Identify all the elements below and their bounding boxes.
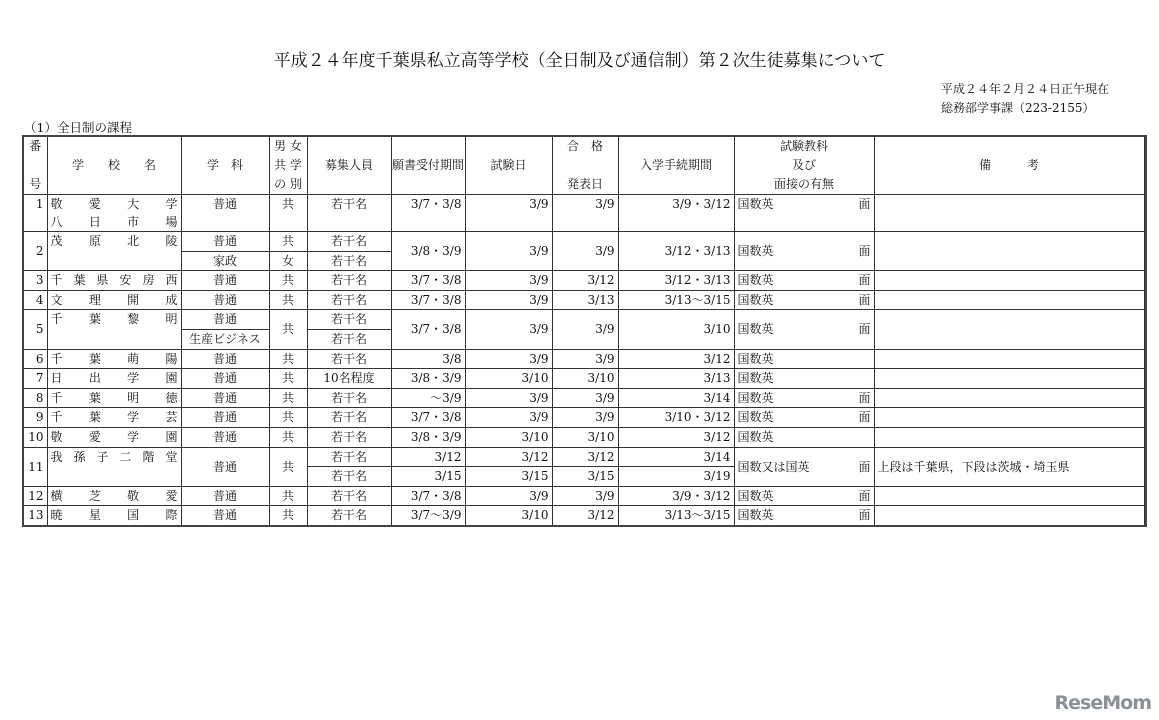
cell-app: 3/8・3/9	[391, 427, 465, 447]
cell-exam: 3/9	[465, 232, 552, 271]
cell-school	[47, 388, 181, 408]
interview-mark: 面	[858, 508, 871, 523]
cell-proc: 3/12・3/13	[618, 232, 734, 271]
cell-result: 3/9	[552, 195, 618, 232]
subjects-text: 国数英	[737, 244, 774, 259]
cell-dept: 普通	[181, 486, 269, 506]
header-capacity: 募集人員	[307, 136, 391, 195]
cell-proc: 3/12	[618, 349, 734, 369]
header-no-top: 番	[29, 139, 42, 153]
page-title: 平成２４年度千葉県私立高等学校（全日制及び通信制）第２次生徒募集について	[273, 51, 886, 71]
cell-result: 3/9	[552, 310, 618, 349]
cell-exam: 3/9	[465, 349, 552, 369]
school-name-line: 千葉黎明	[50, 312, 178, 327]
cell-dept: 普通	[181, 369, 269, 389]
cell-app: 3/7・3/8	[391, 408, 465, 428]
header-application: 願書受付期間	[391, 136, 465, 195]
cell-subjects	[734, 271, 874, 291]
school-name-line: 敬愛学園	[50, 429, 178, 444]
cell-note	[874, 369, 1144, 389]
spacer	[1144, 486, 1146, 506]
cell-no: 5	[23, 310, 47, 349]
cell-result: 3/13	[552, 290, 618, 310]
as-of-date: 平成２４年２月２４日正午現在	[941, 82, 1110, 96]
school-name-line: 敬愛大学	[50, 197, 178, 211]
cell-proc: 3/13～3/15	[618, 290, 734, 310]
cell-result: 3/12	[552, 506, 618, 526]
cell-result: 3/12	[552, 447, 618, 467]
cell-sex: 共	[269, 388, 307, 408]
cell-sex: 共	[269, 427, 307, 447]
cell-no: 3	[23, 271, 47, 291]
cell-note	[874, 310, 1144, 349]
cell-dept: 普通	[181, 349, 269, 369]
cell-exam: 3/9	[465, 290, 552, 310]
cell-dept: 普通	[181, 195, 269, 232]
cell-subjects	[734, 447, 874, 486]
cell-school	[47, 232, 181, 271]
cell-dept: 普通	[181, 388, 269, 408]
header-result-top: 合 格	[566, 139, 603, 153]
cell-dept: 普通	[181, 506, 269, 526]
cell-capacity: 10名程度	[307, 369, 391, 389]
cell-sex: 女	[269, 251, 307, 271]
cell-subjects	[734, 290, 874, 310]
subjects-text: 国数英	[737, 390, 774, 405]
cell-proc: 3/12	[618, 427, 734, 447]
cell-app: 3/7・3/8	[391, 290, 465, 310]
cell-app: 3/7～3/9	[391, 506, 465, 526]
cell-sex: 共	[269, 290, 307, 310]
document-meta	[941, 80, 1109, 118]
cell-subjects	[734, 310, 874, 349]
school-name-line: 横芝敬愛	[50, 488, 178, 503]
cell-capacity: 若干名	[307, 408, 391, 428]
cell-app: 3/8	[391, 349, 465, 369]
cell-subjects	[734, 349, 874, 369]
cell-subjects	[734, 427, 874, 447]
cell-result: 3/10	[552, 369, 618, 389]
spacer	[1144, 408, 1146, 428]
cell-no: 8	[23, 388, 47, 408]
cell-school	[47, 310, 181, 349]
cell-no: 2	[23, 232, 47, 271]
header-sex-1: 男 女	[274, 139, 302, 153]
cell-school	[47, 195, 181, 232]
school-name-line: 八日市場	[50, 215, 178, 229]
school-name-line: 茂原北陵	[50, 234, 178, 248]
subjects-text: 国数英	[737, 410, 774, 425]
school-name-line: 千葉明徳	[50, 390, 178, 405]
cell-capacity: 若干名	[307, 310, 391, 330]
header-dept: 学 科	[181, 136, 269, 195]
interview-mark: 面	[858, 410, 871, 425]
cell-exam: 3/10	[465, 369, 552, 389]
school-name-line: 文理開成	[50, 292, 178, 307]
subjects-text: 国数英	[737, 371, 774, 386]
header-subjects	[734, 136, 874, 195]
cell-no: 11	[23, 447, 47, 486]
cell-dept: 普通	[181, 447, 269, 486]
cell-subjects	[734, 195, 874, 232]
header-sex	[269, 136, 307, 195]
cell-school	[47, 290, 181, 310]
cell-subjects	[734, 486, 874, 506]
cell-app: 3/15	[391, 467, 465, 487]
interview-mark: 面	[858, 322, 871, 337]
interview-mark: 面	[858, 488, 871, 503]
cell-result: 3/10	[552, 427, 618, 447]
cell-subjects	[734, 506, 874, 526]
cell-sex: 共	[269, 271, 307, 291]
cell-proc: 3/9・3/12	[618, 195, 734, 232]
cell-dept: 普通	[181, 408, 269, 428]
cell-no: 7	[23, 369, 47, 389]
cell-app: 3/12	[391, 447, 465, 467]
subjects-text: 国数英	[737, 429, 774, 444]
cell-sex: 共	[269, 486, 307, 506]
cell-exam: 3/9	[465, 195, 552, 232]
cell-capacity: 若干名	[307, 251, 391, 271]
school-name-line: 日出学園	[50, 371, 178, 386]
header-subjects-3: 面接の有無	[773, 177, 834, 191]
cell-exam: 3/10	[465, 427, 552, 447]
cell-note: 上段は千葉県，下段は茨城・埼玉県	[874, 447, 1144, 486]
school-name-line: 暁星国際	[50, 508, 178, 523]
cell-dept: 普通	[181, 271, 269, 291]
subjects-text: 国数英	[737, 273, 774, 288]
interview-mark: 面	[858, 273, 871, 288]
cell-result: 3/9	[552, 232, 618, 271]
cell-proc: 3/9・3/12	[618, 486, 734, 506]
cell-proc: 3/13～3/15	[618, 506, 734, 526]
cell-result: 3/12	[552, 271, 618, 291]
cell-capacity: 若干名	[307, 195, 391, 232]
cell-no: 9	[23, 408, 47, 428]
cell-note	[874, 232, 1144, 271]
cell-capacity: 若干名	[307, 447, 391, 467]
cell-no: 13	[23, 506, 47, 526]
cell-school	[47, 447, 181, 486]
cell-proc: 3/10・3/12	[618, 408, 734, 428]
resemom-watermark-logo: ReseMom	[1054, 692, 1151, 714]
cell-proc: 3/14	[618, 388, 734, 408]
header-school: 学 校 名	[47, 136, 181, 195]
cell-dept: 普通	[181, 427, 269, 447]
header-sex-3: の 別	[274, 177, 302, 191]
cell-exam: 3/15	[465, 467, 552, 487]
subjects-text: 国数英	[737, 508, 774, 523]
spacer	[1144, 427, 1146, 447]
table-body	[23, 195, 1146, 526]
cell-capacity: 若干名	[307, 486, 391, 506]
header-no	[23, 136, 47, 195]
cell-capacity: 若干名	[307, 349, 391, 369]
subjects-text: 国数英	[737, 292, 774, 307]
cell-capacity: 若干名	[307, 232, 391, 252]
office-contact: 総務部学事課（223-2155）	[941, 101, 1095, 115]
header-subjects-1: 試験教科	[779, 139, 828, 153]
cell-app: ～3/9	[391, 388, 465, 408]
cell-exam: 3/10	[465, 506, 552, 526]
cell-proc: 3/12・3/13	[618, 271, 734, 291]
spacer	[1144, 290, 1146, 310]
header-no-bottom: 号	[29, 177, 42, 191]
cell-school	[47, 486, 181, 506]
cell-capacity: 若干名	[307, 467, 391, 487]
interview-mark: 面	[858, 244, 871, 259]
cell-capacity: 若干名	[307, 271, 391, 291]
header-exam: 試験日	[465, 136, 552, 195]
spacer	[1144, 271, 1146, 291]
cell-subjects	[734, 369, 874, 389]
table-row	[23, 310, 1146, 330]
school-name-line: 我孫子二階堂	[50, 449, 178, 464]
cell-result: 3/9	[552, 349, 618, 369]
cell-dept: 普通	[181, 290, 269, 310]
cell-capacity: 若干名	[307, 427, 391, 447]
cell-subjects	[734, 408, 874, 428]
cell-capacity: 若干名	[307, 290, 391, 310]
header-sex-2: 共 学	[274, 158, 302, 172]
interview-mark: 面	[858, 390, 871, 405]
cell-subjects	[734, 232, 874, 271]
interview-mark: 面	[858, 197, 871, 211]
cell-exam: 3/12	[465, 447, 552, 467]
table-row	[23, 232, 1146, 252]
header-note: 備 考	[874, 136, 1144, 195]
cell-app: 3/7・3/8	[391, 195, 465, 232]
cell-exam: 3/9	[465, 388, 552, 408]
cell-no: 10	[23, 427, 47, 447]
school-name-line: 千葉県安房西	[50, 273, 178, 288]
cell-school	[47, 271, 181, 291]
cell-no: 12	[23, 486, 47, 506]
cell-dept: 普通	[181, 232, 269, 252]
spacer	[1144, 369, 1146, 389]
cell-no: 4	[23, 290, 47, 310]
cell-result: 3/9	[552, 408, 618, 428]
cell-dept: 普通	[181, 310, 269, 330]
cell-note	[874, 427, 1144, 447]
cell-note	[874, 195, 1144, 232]
cell-note	[874, 271, 1144, 291]
header-result	[552, 136, 618, 195]
cell-note	[874, 349, 1144, 369]
cell-exam: 3/9	[465, 486, 552, 506]
cell-sex: 共	[269, 310, 307, 349]
subjects-text: 国数英	[737, 197, 774, 211]
subjects-text: 国数英	[737, 488, 774, 503]
cell-proc: 3/13	[618, 369, 734, 389]
cell-no: 6	[23, 349, 47, 369]
cell-proc: 3/19	[618, 467, 734, 487]
subjects-text: 国数英	[737, 351, 774, 366]
cell-proc: 3/14	[618, 447, 734, 467]
cell-capacity: 若干名	[307, 506, 391, 526]
cell-exam: 3/9	[465, 310, 552, 349]
cell-exam: 3/9	[465, 408, 552, 428]
cell-sex: 共	[269, 232, 307, 252]
subjects-text: 国数英	[737, 322, 774, 337]
cell-subjects	[734, 388, 874, 408]
cell-school	[47, 427, 181, 447]
cell-note	[874, 388, 1144, 408]
cell-capacity: 若干名	[307, 329, 391, 349]
spacer	[1144, 195, 1146, 232]
cell-sex: 共	[269, 369, 307, 389]
cell-exam: 3/9	[465, 271, 552, 291]
spacer	[1144, 349, 1146, 369]
cell-no: 1	[23, 195, 47, 232]
cell-dept: 家政	[181, 251, 269, 271]
interview-mark: 面	[858, 459, 871, 474]
cell-school	[47, 369, 181, 389]
cell-result: 3/15	[552, 467, 618, 487]
cell-sex: 共	[269, 408, 307, 428]
cell-app: 3/8・3/9	[391, 369, 465, 389]
cell-sex: 共	[269, 506, 307, 526]
section-heading: （1）全日制の課程	[24, 120, 132, 135]
interview-mark: 面	[858, 292, 871, 307]
cell-note	[874, 506, 1144, 526]
cell-note	[874, 408, 1144, 428]
cell-dept: 生産ビジネス	[181, 329, 269, 349]
recruitment-table	[22, 135, 1147, 527]
school-name-line: 千葉学芸	[50, 410, 178, 425]
school-name-line: 千葉萌陽	[50, 351, 178, 366]
cell-app: 3/7・3/8	[391, 486, 465, 506]
header-subjects-2: 及び	[791, 158, 816, 172]
subjects-text: 国数又は国英	[737, 459, 810, 474]
header-procedure: 入学手続期間	[618, 136, 734, 195]
spacer	[1144, 506, 1146, 526]
cell-sex: 共	[269, 349, 307, 369]
spacer	[1144, 388, 1146, 408]
cell-sex: 共	[269, 447, 307, 486]
cell-sex: 共	[269, 195, 307, 232]
table-row	[23, 447, 1146, 467]
cell-app: 3/7・3/8	[391, 310, 465, 349]
cell-app: 3/7・3/8	[391, 271, 465, 291]
cell-app: 3/8・3/9	[391, 232, 465, 271]
header-result-bottom: 発表日	[566, 177, 603, 191]
cell-result: 3/9	[552, 388, 618, 408]
cell-result: 3/9	[552, 486, 618, 506]
header-row	[23, 136, 1146, 195]
cell-capacity: 若干名	[307, 388, 391, 408]
cell-note	[874, 486, 1144, 506]
cell-note	[874, 290, 1144, 310]
cell-school	[47, 506, 181, 526]
cell-school	[47, 408, 181, 428]
cell-school	[47, 349, 181, 369]
cell-proc: 3/10	[618, 310, 734, 349]
